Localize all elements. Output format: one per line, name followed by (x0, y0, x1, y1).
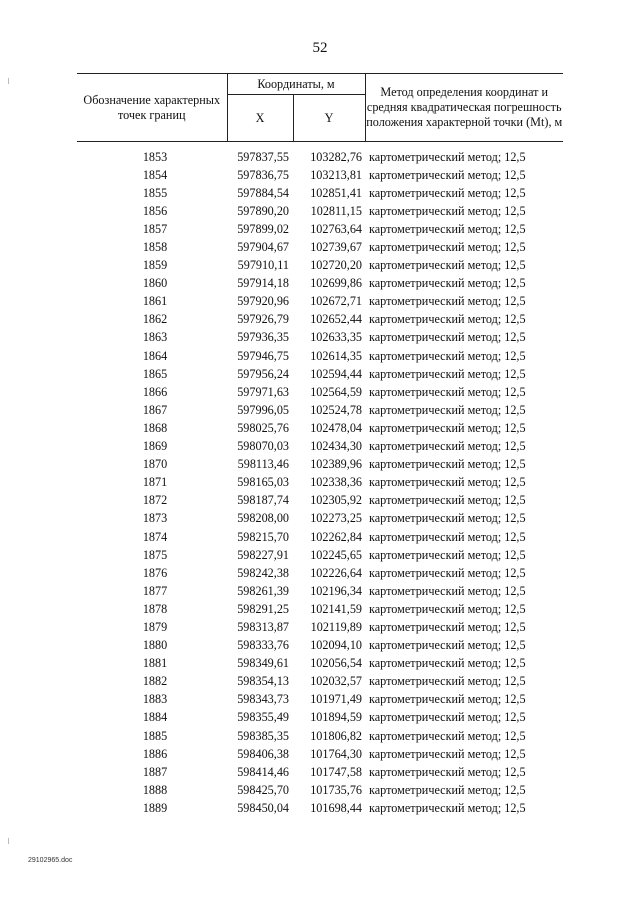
coordinates-table (77, 73, 563, 817)
point-number-cell: 1872 (142, 493, 168, 508)
header-method: Метод определения координат и средняя квадратическая погрешность положения характерной точки (Mt), м (365, 74, 563, 142)
method-cell: картометрический метод; 12,5 (369, 728, 526, 743)
table-row (77, 727, 563, 745)
x-coordinate-cell: 597926,79 (237, 312, 289, 327)
x-coordinate-cell: 598208,00 (237, 511, 289, 526)
y-coordinate-cell: 102720,20 (310, 258, 362, 273)
x-coordinate-cell: 598349,61 (237, 656, 289, 671)
x-coordinate-cell: 597899,02 (237, 221, 289, 236)
margin-mark (8, 838, 9, 844)
point-number-cell: 1854 (142, 167, 168, 182)
table-row (77, 618, 563, 636)
table-row (77, 709, 563, 727)
y-coordinate-cell: 102763,64 (310, 221, 362, 236)
point-number-cell: 1880 (142, 638, 168, 653)
x-coordinate-cell: 597946,75 (237, 348, 289, 363)
point-number-cell: 1883 (142, 692, 168, 707)
table-body (77, 142, 563, 818)
point-number-cell: 1886 (142, 746, 168, 761)
table-row (77, 745, 563, 763)
x-coordinate-cell: 598242,38 (237, 565, 289, 580)
table-row (77, 142, 563, 167)
point-number-cell: 1884 (142, 710, 168, 725)
y-coordinate-cell: 102434,30 (310, 439, 362, 454)
table-row (77, 383, 563, 401)
method-cell: картометрический метод; 12,5 (369, 294, 526, 309)
point-number-cell: 1862 (142, 312, 168, 327)
method-cell: картометрический метод; 12,5 (369, 221, 526, 236)
x-coordinate-cell: 598414,46 (237, 764, 289, 779)
x-coordinate-cell: 598354,13 (237, 674, 289, 689)
point-number-cell: 1867 (142, 402, 168, 417)
table-row (77, 528, 563, 546)
y-coordinate-cell: 102389,96 (310, 457, 362, 472)
point-number-cell: 1889 (142, 800, 168, 815)
method-cell: картометрический метод; 12,5 (369, 511, 526, 526)
point-number-cell: 1858 (142, 240, 168, 255)
table-row (77, 655, 563, 673)
y-coordinate-cell: 102305,92 (310, 493, 362, 508)
x-coordinate-cell: 597956,24 (237, 366, 289, 381)
point-number-cell: 1878 (142, 601, 168, 616)
method-cell: картометрический метод; 12,5 (369, 746, 526, 761)
method-cell: картометрический метод; 12,5 (369, 185, 526, 200)
x-coordinate-cell: 598450,04 (237, 800, 289, 815)
y-coordinate-cell: 102196,34 (310, 583, 362, 598)
point-number-cell: 1871 (142, 475, 168, 490)
x-coordinate-cell: 598406,38 (237, 746, 289, 761)
method-cell: картометрический метод; 12,5 (369, 240, 526, 255)
point-number-cell: 1866 (142, 384, 168, 399)
x-coordinate-cell: 598113,46 (237, 457, 289, 472)
x-coordinate-cell: 597904,67 (237, 240, 289, 255)
x-coordinate-cell: 598165,03 (237, 475, 289, 490)
point-number-cell: 1861 (142, 294, 168, 309)
y-coordinate-cell: 102811,15 (310, 203, 362, 218)
y-coordinate-cell: 103213,81 (310, 167, 362, 182)
method-cell: картометрический метод; 12,5 (369, 149, 526, 164)
table-row (77, 799, 563, 817)
x-coordinate-cell: 598187,74 (237, 493, 289, 508)
y-coordinate-cell: 102032,57 (310, 674, 362, 689)
method-cell: картометрический метод; 12,5 (369, 547, 526, 562)
point-number-cell: 1874 (142, 529, 168, 544)
point-number-cell: 1873 (142, 511, 168, 526)
y-coordinate-cell: 102273,25 (310, 511, 362, 526)
method-cell: картометрический метод; 12,5 (369, 167, 526, 182)
method-cell: картометрический метод; 12,5 (369, 366, 526, 381)
method-cell: картометрический метод; 12,5 (369, 312, 526, 327)
x-coordinate-cell: 597914,18 (237, 276, 289, 291)
x-coordinate-cell: 597910,11 (237, 258, 289, 273)
x-coordinate-cell: 597837,55 (237, 149, 289, 164)
header-y: Y (293, 95, 365, 142)
table-row (77, 546, 563, 564)
table-header (77, 74, 563, 142)
x-coordinate-cell: 597884,54 (237, 185, 289, 200)
y-coordinate-cell: 102119,89 (310, 619, 362, 634)
method-cell: картометрический метод; 12,5 (369, 638, 526, 653)
table-row (77, 637, 563, 655)
table-row (77, 202, 563, 220)
table-row (77, 275, 563, 293)
table-row (77, 673, 563, 691)
y-coordinate-cell: 102056,54 (310, 656, 362, 671)
table-row (77, 510, 563, 528)
margin-mark (8, 78, 9, 84)
y-coordinate-cell: 101806,82 (310, 728, 362, 743)
point-number-cell: 1860 (142, 276, 168, 291)
x-coordinate-cell: 598333,76 (237, 638, 289, 653)
y-coordinate-cell: 102699,86 (310, 276, 362, 291)
x-coordinate-cell: 598261,39 (237, 583, 289, 598)
y-coordinate-cell: 102564,59 (310, 384, 362, 399)
y-coordinate-cell: 102594,44 (310, 366, 362, 381)
y-coordinate-cell: 102524,78 (310, 402, 362, 417)
point-number-cell: 1882 (142, 674, 168, 689)
y-coordinate-cell: 101971,49 (310, 692, 362, 707)
x-coordinate-cell: 598343,73 (237, 692, 289, 707)
point-number-cell: 1863 (142, 330, 168, 345)
table-row (77, 582, 563, 600)
y-coordinate-cell: 101698,44 (310, 800, 362, 815)
y-coordinate-cell: 102262,84 (310, 529, 362, 544)
table-row (77, 365, 563, 383)
x-coordinate-cell: 597920,96 (237, 294, 289, 309)
header-coordinates: Координаты, м (227, 74, 365, 95)
point-number-cell: 1853 (142, 149, 168, 164)
table-row (77, 492, 563, 510)
method-cell: картометрический метод; 12,5 (369, 656, 526, 671)
y-coordinate-cell: 103282,76 (310, 149, 362, 164)
header-x: X (227, 95, 293, 142)
table-row (77, 564, 563, 582)
method-cell: картометрический метод; 12,5 (369, 493, 526, 508)
x-coordinate-cell: 598025,76 (237, 420, 289, 435)
y-coordinate-cell: 102478,04 (310, 420, 362, 435)
point-number-cell: 1875 (142, 547, 168, 562)
table-row (77, 184, 563, 202)
y-coordinate-cell: 101735,76 (310, 782, 362, 797)
x-coordinate-cell: 598215,70 (237, 529, 289, 544)
method-cell: картометрический метод; 12,5 (369, 402, 526, 417)
method-cell: картометрический метод; 12,5 (369, 800, 526, 815)
y-coordinate-cell: 102094,10 (310, 638, 362, 653)
point-number-cell: 1881 (142, 656, 168, 671)
method-cell: картометрический метод; 12,5 (369, 384, 526, 399)
table-row (77, 238, 563, 256)
y-coordinate-cell: 102338,36 (310, 475, 362, 490)
method-cell: картометрический метод; 12,5 (369, 348, 526, 363)
y-coordinate-cell: 102672,71 (310, 294, 362, 309)
method-cell: картометрический метод; 12,5 (369, 692, 526, 707)
y-coordinate-cell: 101894,59 (310, 710, 362, 725)
point-number-cell: 1857 (142, 221, 168, 236)
method-cell: картометрический метод; 12,5 (369, 475, 526, 490)
page-number: 52 (312, 40, 328, 56)
method-cell: картометрический метод; 12,5 (369, 782, 526, 797)
x-coordinate-cell: 598291,25 (237, 601, 289, 616)
method-cell: картометрический метод; 12,5 (369, 258, 526, 273)
table-row (77, 474, 563, 492)
point-number-cell: 1879 (142, 619, 168, 634)
method-cell: картометрический метод; 12,5 (369, 674, 526, 689)
point-number-cell: 1865 (142, 366, 168, 381)
x-coordinate-cell: 598313,87 (237, 619, 289, 634)
point-number-cell: 1864 (142, 348, 168, 363)
point-number-cell: 1859 (142, 258, 168, 273)
point-number-cell: 1856 (142, 203, 168, 218)
y-coordinate-cell: 102652,44 (310, 312, 362, 327)
x-coordinate-cell: 598425,70 (237, 782, 289, 797)
table-row (77, 311, 563, 329)
method-cell: картометрический метод; 12,5 (369, 529, 526, 544)
method-cell: картометрический метод; 12,5 (369, 565, 526, 580)
y-coordinate-cell: 102614,35 (310, 348, 362, 363)
point-number-cell: 1870 (142, 457, 168, 472)
x-coordinate-cell: 597971,63 (237, 384, 289, 399)
x-coordinate-cell: 598070,03 (237, 439, 289, 454)
method-cell: картометрический метод; 12,5 (369, 764, 526, 779)
method-cell: картометрический метод; 12,5 (369, 330, 526, 345)
y-coordinate-cell: 101747,58 (310, 764, 362, 779)
y-coordinate-cell: 101764,30 (310, 746, 362, 761)
point-number-cell: 1877 (142, 583, 168, 598)
method-cell: картометрический метод; 12,5 (369, 439, 526, 454)
y-coordinate-cell: 102141,59 (310, 601, 362, 616)
point-number-cell: 1885 (142, 728, 168, 743)
table-row (77, 293, 563, 311)
method-cell: картометрический метод; 12,5 (369, 710, 526, 725)
table-row (77, 166, 563, 184)
point-number-cell: 1855 (142, 185, 168, 200)
method-cell: картометрический метод; 12,5 (369, 583, 526, 598)
x-coordinate-cell: 598355,49 (237, 710, 289, 725)
y-coordinate-cell: 102633,35 (310, 330, 362, 345)
x-coordinate-cell: 597936,35 (237, 330, 289, 345)
y-coordinate-cell: 102245,65 (310, 547, 362, 562)
method-cell: картометрический метод; 12,5 (369, 420, 526, 435)
method-cell: картометрический метод; 12,5 (369, 203, 526, 218)
table-row (77, 600, 563, 618)
table-row (77, 257, 563, 275)
point-number-cell: 1869 (142, 439, 168, 454)
table-row (77, 401, 563, 419)
footer-filename: 29102965.doc (28, 857, 73, 864)
point-number-cell: 1876 (142, 565, 168, 580)
point-number-cell: 1868 (142, 420, 168, 435)
table-row (77, 419, 563, 437)
table-row (77, 456, 563, 474)
y-coordinate-cell: 102226,64 (310, 565, 362, 580)
x-coordinate-cell: 597890,20 (237, 203, 289, 218)
table-row (77, 329, 563, 347)
x-coordinate-cell: 598227,91 (237, 547, 289, 562)
table-row (77, 691, 563, 709)
method-cell: картометрический метод; 12,5 (369, 276, 526, 291)
point-number-cell: 1887 (142, 764, 168, 779)
x-coordinate-cell: 598385,35 (237, 728, 289, 743)
table-row (77, 347, 563, 365)
method-cell: картометрический метод; 12,5 (369, 457, 526, 472)
header-point-label: Обозначение характерных точек границ (77, 74, 227, 142)
x-coordinate-cell: 597836,75 (237, 167, 289, 182)
y-coordinate-cell: 102851,41 (310, 185, 362, 200)
x-coordinate-cell: 597996,05 (237, 402, 289, 417)
table-row (77, 763, 563, 781)
point-number-cell: 1888 (142, 782, 168, 797)
method-cell: картометрический метод; 12,5 (369, 619, 526, 634)
table-row (77, 220, 563, 238)
table-row (77, 781, 563, 799)
table-row (77, 438, 563, 456)
method-cell: картометрический метод; 12,5 (369, 601, 526, 616)
y-coordinate-cell: 102739,67 (310, 240, 362, 255)
